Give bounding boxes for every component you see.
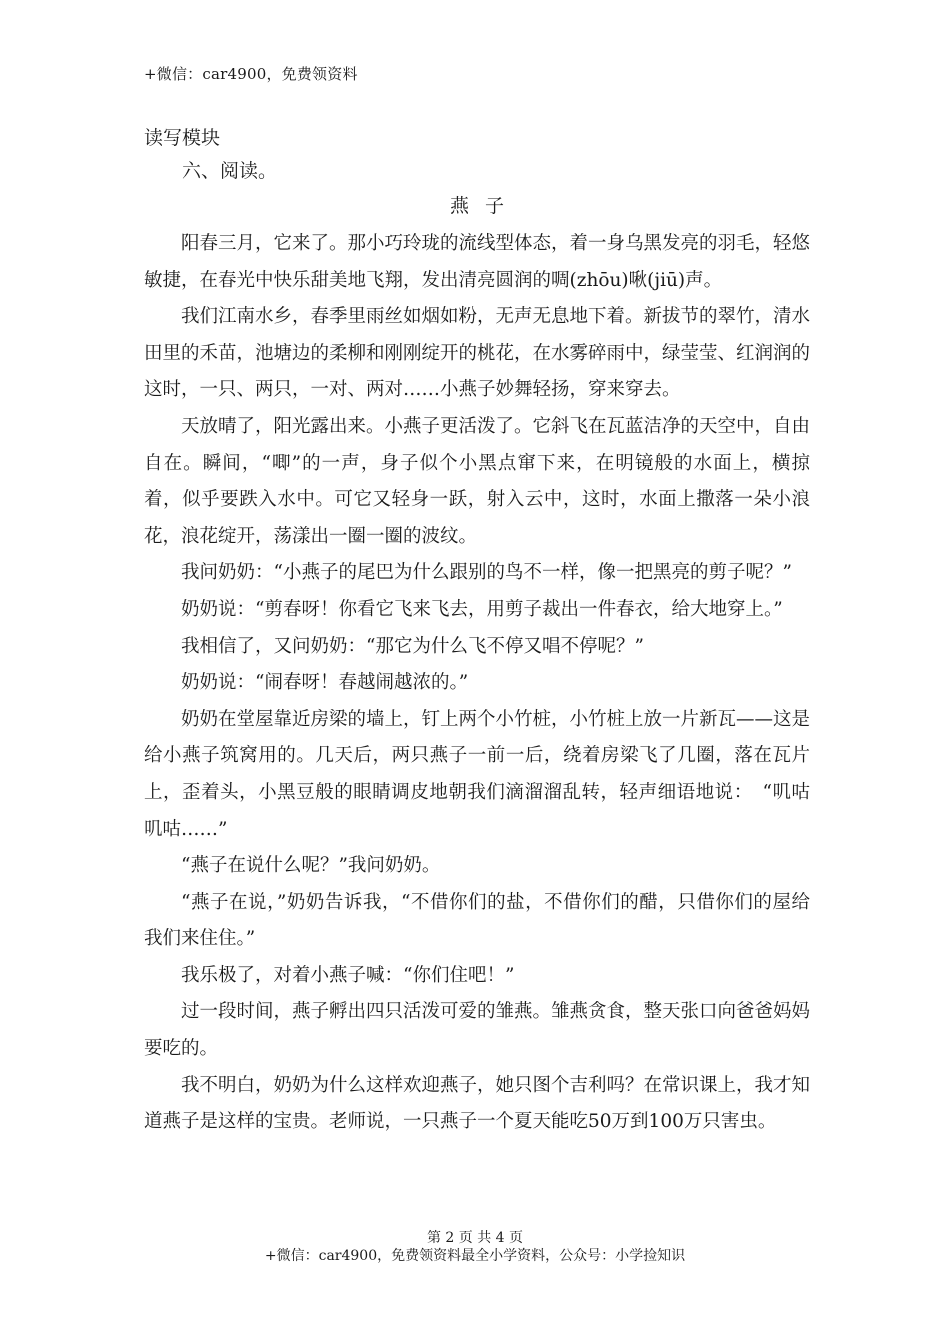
footer-note: +微信：car4900，免费领资料最全小学资料，公众号：小学捡知识 xyxy=(264,1248,686,1264)
paragraph: 天放晴了，阳光露出来。小燕子更活泼了。它斜飞在瓦蓝洁净的天空中，自由自在。瞬间，“唧”的一声，身子似个小黑点窜下来，在明镜般的水面上，横掠着，似乎要跌入水中。可它又轻身一跃，射入云中，这时，水面上撒落一朵小浪花，浪花绽开，荡漾出一圈一圈的波纹。 xyxy=(144,415,811,547)
paragraph: 我相信了，又问奶奶：“那它为什么飞不停又唱不停呢？” xyxy=(181,635,644,657)
paragraph: 过一段时间，燕子孵出四只活泼可爱的雏燕。雏燕贪食，整天张口向爸爸妈妈要吃的。 xyxy=(144,1001,811,1060)
paragraph: 奶奶说：“闹春呀！春越闹越浓的。” xyxy=(181,672,469,694)
paragraph: 我们江南水乡，春季里雨丝如烟如粉，无声无息地下着。新拔节的翠竹，清水田里的禾苗，池塘边的柔柳和刚刚绽开的桃花，在水雾碎雨中，绿莹莹、红润润的这时，一只、两只，一对、两对……小燕子妙舞轻扬，穿来穿去。 xyxy=(144,306,811,401)
paragraph: “燕子在说什么呢？”我问奶奶。 xyxy=(181,855,441,877)
paragraph: 我不明白，奶奶为什么这样欢迎燕子，她只图个吉利吗？在常识课上，我才知道燕子是这样的宝贵。老师说，一只燕子一个夏天能吃50万到100万只害虫。 xyxy=(144,1074,811,1133)
question-title: 六、阅读。 xyxy=(182,160,278,182)
header-note: +微信：car4900，免费领资料 xyxy=(144,65,358,83)
passage-title: 燕子 xyxy=(449,195,520,217)
paragraph: 奶奶在堂屋靠近房梁的墙上，钉上两个小竹桩，小竹桩上放一片新瓦——这是给小燕子筑窝用的。几天后，两只燕子一前一后，绕着房梁飞了几圈，落在瓦片上，歪着头，小黑豆般的眼睛调皮地朝我们滴溜溜乱转，轻声细语地说： “叽咕叽咕……” xyxy=(144,708,811,840)
passage-body xyxy=(144,226,810,1141)
paragraph: 阳春三月，它来了。那小巧玲珑的流线型体态，着一身乌黑发亮的羽毛，轻悠敏捷，在春光中快乐甜美地飞翔，发出清亮圆润的啁(zhōu)啾(jiū)声。 xyxy=(144,233,811,291)
paragraph: 我乐极了，对着小燕子喊：“你们住吧！” xyxy=(181,964,515,986)
paragraph: “燕子在说，”奶奶告诉我，“不借你们的盐，不借你们的醋，只借你们的屋给我们来住住。” xyxy=(144,891,810,950)
page-number: 第 2 页 共 4 页 xyxy=(426,1230,524,1246)
paragraph: 我问奶奶：“小燕子的尾巴为什么跟别的鸟不一样，像一把黑亮的剪子呢？” xyxy=(181,562,792,584)
section-title: 读写模块 xyxy=(144,127,221,149)
paragraph: 奶奶说：“剪春呀！你看它飞来飞去，用剪子裁出一件春衣，给大地穿上。” xyxy=(181,598,783,620)
